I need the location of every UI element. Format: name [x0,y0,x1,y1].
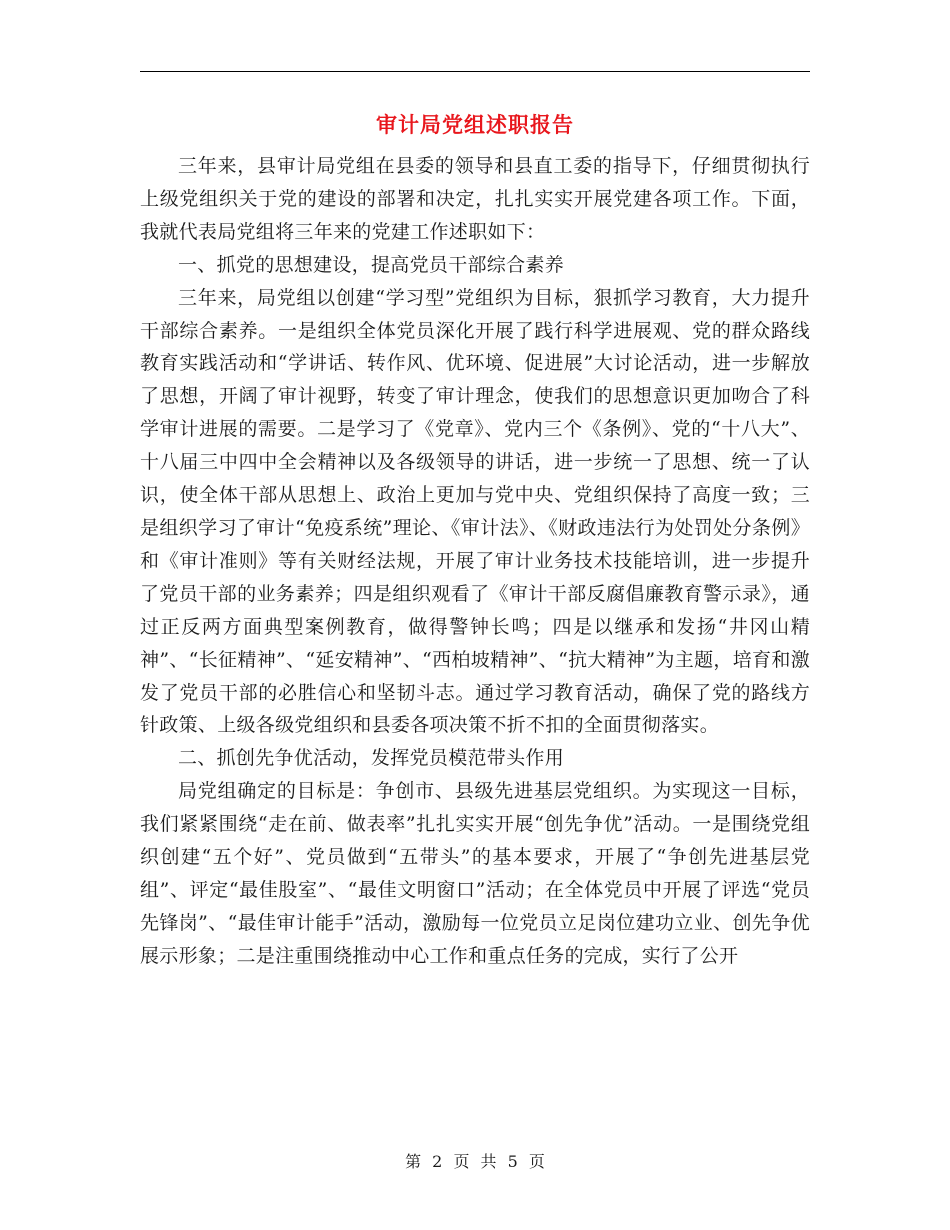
section-heading-2: 二、抓创先争优活动，发挥党员模范带头作用 [178,747,565,770]
page-number: 第 2 页 共 5 页 [405,1152,545,1171]
paragraph-section-1: 三年来，局党组以创建“学习型”党组织为目标，狠抓学习教育，大力提升干部综合素养。一是组织全体党员深化开展了践行科学进展观、党的群众路线教育实践活动和“学讲话、转作风、优环境、促进展”大讨论活动，进一步解放了思想，开阔了审计视野，转变了审计理念，使我们的思想意识更加吻合了科学审计进展的需要。二是学习了《党章》、党内三个《条例》、党的“十八大”、十八届三中四中全会精神以及各级领导的讲话，进一步统一了思想、统一了认识，使全体干部从思想上、政治上更加与党中央、党组织保持了高度一致；三是组织学习了审计“免疫系统”理论、《审计法》、《财政违法行为处罚处分条例》和《审计准则》等有关财经法规，开展了审计业务技术技能培训，进一步提升了党员干部的业务素养；四是组织观看了《审计干部反腐倡廉教育警示录》，通过正反两方面典型案例教育，做得警钟长鸣；四是以继承和发扬“井冈山精神”、“长征精神”、“延安精神”、“西柏坡精神”、“抗大精神”为主题，培育和激发了党员干部的必胜信心和坚韧斗志。通过学习教育活动，确保了党的路线方针政策、上级各级党组织和县委各项决策不折不扣的全面贯彻落实。 [140,286,810,737]
header-divider [140,71,810,72]
paragraph-intro: 三年来，县审计局党组在县委的领导和县直工委的指导下，仔细贯彻执行上级党组织关于党的建设的部署和决定，扎扎实实开展党建各项工作。下面，我就代表局党组将三年来的党建工作述职如下： [140,155,810,243]
paragraph-section-2: 局党组确定的目标是：争创市、县级先进基层党组织。为实现这一目标，我们紧紧围绕“走在前、做表率”扎扎实实开展“创先争优”活动。一是围绕党组织创建“五个好”、党员做到“五带头”的基本要求，开展了“争创先进基层党组”、评定“最佳股室”、“最佳文明窗口”活动；在全体党员中开展了评选“党员先锋岗”、“最佳审计能手”活动，激励每一位党员立足岗位建功立业、创先争优展示形象；二是注重围绕推动中心工作和重点任务的完成，实行了公开 [140,780,810,967]
document-title: 审计局党组述职报告 [376,113,574,137]
document-body [140,150,810,973]
section-heading-1: 一、抓党的思想建设，提高党员干部综合素养 [178,253,565,276]
